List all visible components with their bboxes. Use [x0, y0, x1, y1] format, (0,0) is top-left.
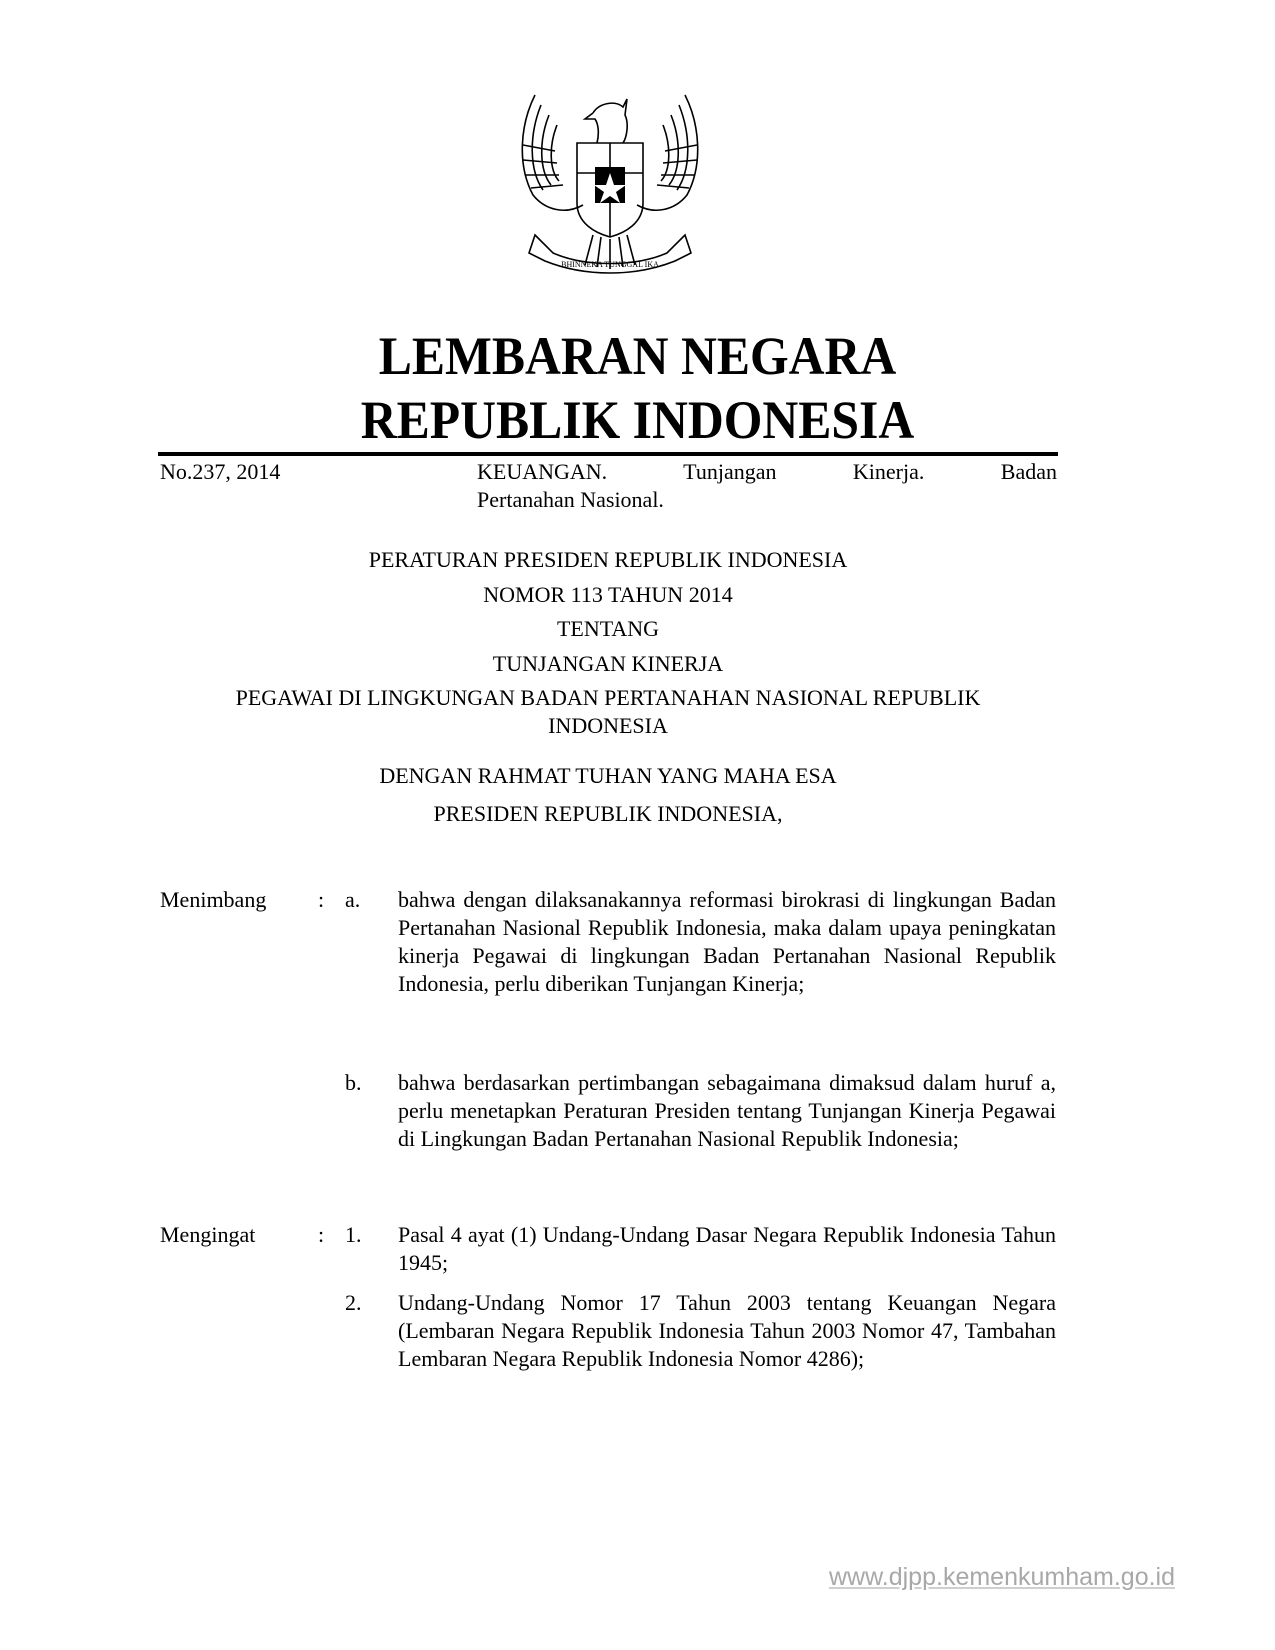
regulation-type: PERATURAN PRESIDEN REPUBLIK INDONESIA: [368, 547, 848, 572]
svg-text:BHINNEKA TUNGGAL IKA: BHINNEKA TUNGGAL IKA: [561, 260, 659, 269]
gazette-number: No.237, 2014: [160, 459, 281, 484]
issuer: PRESIDEN REPUBLIK INDONESIA,: [433, 801, 783, 826]
menimbang-colon: :: [318, 887, 325, 912]
source-watermark-link[interactable]: www.djpp.kemenkumham.go.id: [829, 1563, 1175, 1591]
gazette-category: [477, 458, 1057, 514]
regulation-subject-line2: PEGAWAI DI LINGKUNGAN BADAN PERTANAHAN NASIONAL REPUBLIK: [235, 685, 981, 710]
regulation-about: TENTANG: [556, 616, 660, 641]
mengingat-item-2: Undang-Undang Nomor 17 Tahun 2003 tentang Keuangan Negara (Lembaran Negara Republik Indonesia Tahun 2003 Nomor 47, Tambahan Lembaran Negara Republik Indonesia Nomor 4286);: [398, 1290, 1056, 1371]
regulation-subject-line3: INDONESIA: [548, 713, 668, 738]
mengingat-item-1: Pasal 4 ayat (1) Undang-Undang Dasar Negara Republik Indonesia Tahun 1945;: [398, 1222, 1056, 1275]
gazette-title-line1: LEMBARAN NEGARA: [378, 326, 897, 386]
menimbang-marker-b: b.: [345, 1070, 362, 1095]
garuda-emblem-icon: [515, 85, 705, 285]
mengingat-marker-1: 1.: [345, 1222, 362, 1247]
mengingat-label: Mengingat: [160, 1222, 256, 1247]
gazette-title-line2: REPUBLIK INDONESIA: [360, 390, 915, 450]
category-line1: KEUANGAN. Tunjangan Kinerja. Badan: [477, 459, 1057, 484]
header-divider: [158, 452, 1058, 456]
regulation-subject-line1: TUNJANGAN KINERJA: [492, 651, 724, 676]
menimbang-label: Menimbang: [160, 887, 267, 912]
regulation-number: NOMOR 113 TAHUN 2014: [483, 582, 733, 607]
menimbang-item-b: bahwa berdasarkan pertimbangan sebagaimana dimaksud dalam huruf a, perlu menetapkan Peraturan Presiden tentang Tunjangan Kinerja Pegawai di Lingkungan Badan Pertanahan Nasional Republik Indonesia;: [398, 1070, 1056, 1151]
category-line2: Pertanahan Nasional.: [477, 487, 664, 512]
menimbang-marker-a: a.: [345, 887, 361, 912]
mengingat-colon: :: [318, 1222, 325, 1247]
mengingat-marker-2: 2.: [345, 1290, 362, 1315]
invocation: DENGAN RAHMAT TUHAN YANG MAHA ESA: [379, 763, 837, 788]
menimbang-item-a: bahwa dengan dilaksanakannya reformasi birokrasi di lingkungan Badan Pertanahan Nasional Republik Indonesia, maka dalam upaya peningkatan kinerja Pegawai di lingkungan Badan Pertanahan Nasional Republik Indonesia, perlu diberikan Tunjangan Kinerja;: [398, 887, 1056, 996]
